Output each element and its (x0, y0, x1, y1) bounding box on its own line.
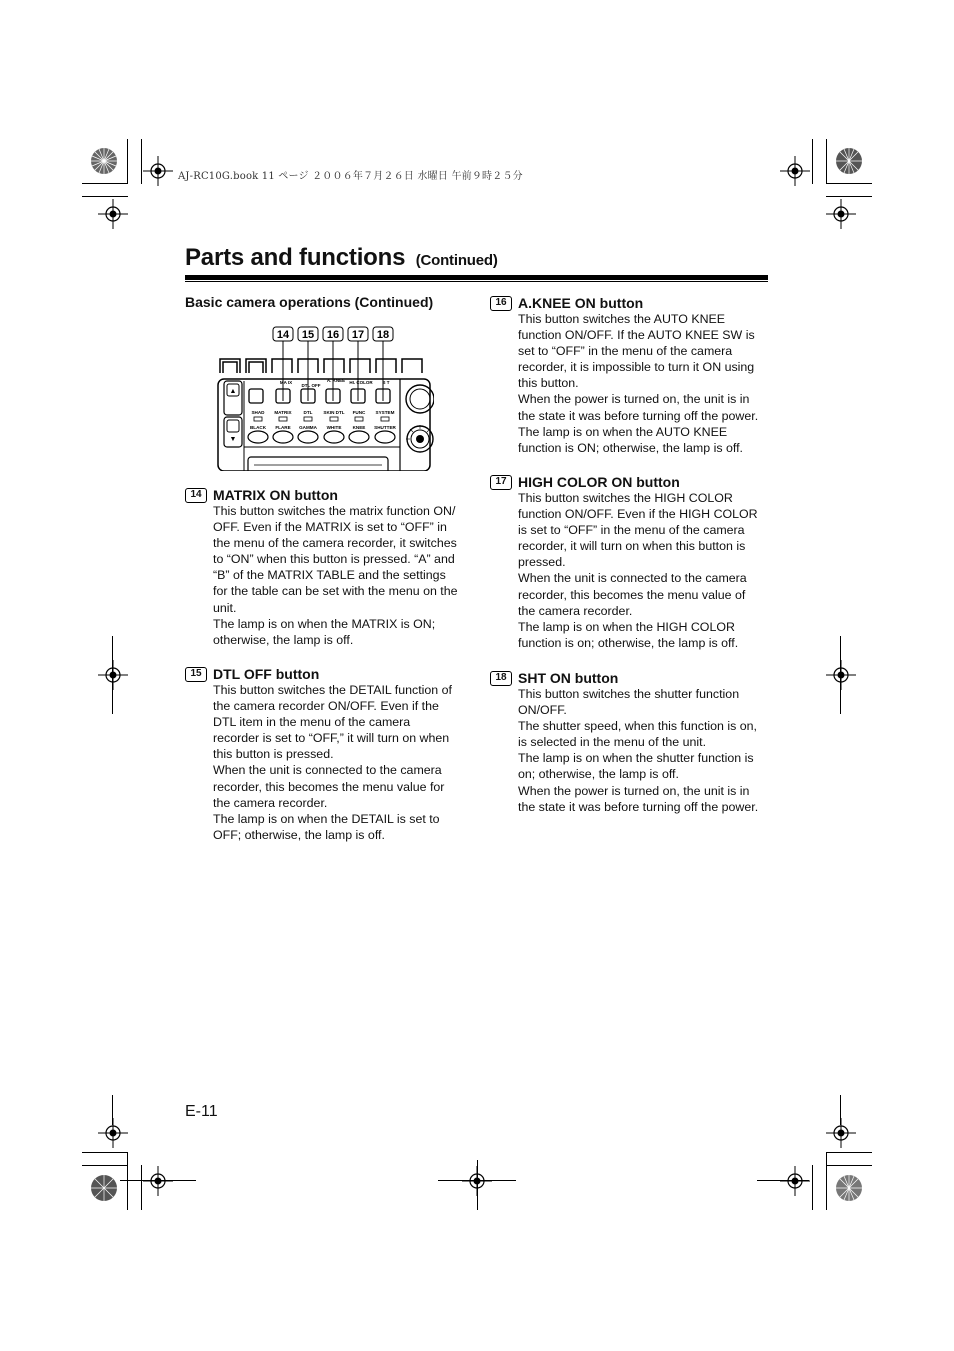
label-matrix: MATRIX (274, 410, 292, 415)
item-body (213, 503, 468, 648)
body-line: this button is pressed. (213, 747, 334, 762)
callout-15: 15 (301, 329, 315, 341)
body-line: is selected in the menu of the unit. (518, 735, 707, 750)
item-title: MATRIX ON button (213, 487, 338, 503)
body-line: This button switches the AUTO KNEE (518, 312, 726, 326)
item-a-knee-on (495, 294, 773, 456)
label-white: WHITE (326, 425, 342, 430)
registration-mark-icon (143, 156, 173, 186)
color-target-icon (834, 146, 864, 176)
label-dtl: DTL (303, 410, 313, 415)
body-line: recorder, this becomes the menu value of (518, 587, 746, 602)
item-body (518, 311, 773, 456)
control-panel-diagram (214, 323, 434, 471)
up-arrow-icon: ▲ (229, 388, 237, 395)
label-flare: FLARE (275, 425, 291, 430)
top-label-sht: S T (382, 380, 390, 385)
body-line: The lamp is on when the HIGH COLOR (518, 619, 735, 634)
body-line: for the table can be set with the menu on the (213, 584, 458, 599)
body-line: The shutter speed, when this function is on, (518, 719, 758, 734)
body-line: unit. (213, 600, 237, 615)
item-matrix-on (190, 486, 468, 648)
body-line: When the unit is connected to the camera (518, 571, 747, 586)
body-line: the menu of the camera recorder, it switches (213, 536, 457, 551)
body-line: The lamp is on when the shutter function is (518, 751, 754, 766)
registration-mark-icon (98, 199, 128, 229)
print-header: AJ-RC10G.book 11 ページ ２００６年７月２６日 水曜日 午前９時２５分 (178, 171, 523, 182)
title-rule-thin (185, 281, 768, 282)
item-dtl-off (190, 665, 468, 843)
top-label-matrix: MA IX (279, 380, 293, 385)
item-title: HIGH COLOR ON button (518, 474, 680, 490)
item-heading (185, 665, 468, 683)
title-rule (185, 275, 768, 280)
registration-mark-icon (826, 1118, 856, 1148)
body-line: the camera recorder ON/OFF. Even if the (213, 699, 439, 714)
body-line: The lamp is on when the AUTO KNEE (518, 424, 728, 439)
body-line: When the power is turned on, the unit is in (518, 392, 750, 407)
section-heading: Basic camera operations (Continued) (185, 294, 434, 310)
body-line: is set to “OFF” in the menu of the camera (518, 523, 745, 538)
label-knee: KNEE (352, 425, 366, 430)
label-func: FUNC (352, 410, 366, 415)
body-line: on; otherwise, the lamp is off. (518, 767, 679, 782)
page-title-sub: (Continued) (415, 252, 498, 269)
registration-mark-icon (98, 660, 128, 690)
body-line: function ON/OFF. If the AUTO KNEE SW is (518, 328, 755, 343)
label-system: SYSTEM (375, 410, 395, 415)
item-body (518, 490, 773, 651)
page-title (185, 244, 498, 272)
body-line: When the power is turned on, the unit is in (518, 783, 750, 798)
body-line: When the unit is connected to the camera (213, 763, 442, 778)
item-number: 14 (185, 488, 207, 503)
body-line: This button switches the matrix function ON/ (213, 504, 456, 518)
top-label-a-knee: A. KNEE (326, 378, 346, 383)
item-number: 16 (490, 296, 512, 311)
body-line: The lamp is on when the DETAIL is set to (213, 811, 440, 826)
body-line: function is ON; otherwise, the lamp is off. (518, 440, 743, 455)
down-arrow-icon: ▼ (229, 436, 237, 443)
callout-18: 18 (376, 329, 390, 341)
body-line: ON/OFF. (518, 703, 567, 718)
body-line: the camera recorder. (213, 795, 328, 810)
page-title-main: Parts and functions (185, 244, 406, 271)
body-line: function ON/OFF. Even if the HIGH COLOR (518, 507, 758, 522)
registration-mark-icon (780, 156, 810, 186)
body-line: DTL item in the menu of the camera (213, 715, 411, 730)
callout-14: 14 (276, 329, 290, 341)
body-line: This button switches the HIGH COLOR (518, 491, 733, 505)
top-label-hi-color: HI. COLOR (349, 380, 373, 385)
registration-mark-icon (826, 199, 856, 229)
body-line: “B” of the MATRIX TABLE and the settings (213, 568, 446, 583)
body-line: OFF. Even if the MATRIX is set to “OFF” in (213, 520, 447, 535)
body-line: recorder, this becomes the menu value for (213, 779, 445, 794)
body-line: the state it was before turning off the power. (518, 408, 759, 423)
registration-mark-icon (143, 1166, 173, 1196)
item-number: 18 (490, 671, 512, 686)
body-line: This button switches the DETAIL function of (213, 683, 452, 697)
item-heading (490, 473, 773, 491)
body-line: set to “OFF” in the menu of the camera (518, 344, 733, 359)
body-line: pressed. (518, 555, 566, 570)
color-target-icon (89, 1173, 119, 1203)
label-shutter: SHUTTER (374, 425, 396, 430)
body-line: this button. (518, 376, 579, 391)
label-shad: SHAD (251, 410, 265, 415)
color-target-icon (89, 146, 119, 176)
item-title: A.KNEE ON button (518, 295, 644, 311)
body-line: function is on; otherwise, the lamp is off. (518, 635, 739, 650)
page-number: E-11 (185, 1103, 218, 1120)
body-line: the camera recorder. (518, 603, 633, 618)
label-black: BLACK (249, 425, 267, 430)
body-line: OFF; otherwise, the lamp is off. (213, 827, 385, 842)
item-heading (490, 669, 773, 687)
top-label-dtl-off: DTL OFF (301, 383, 321, 388)
item-number: 17 (490, 475, 512, 490)
callout-16: 16 (326, 329, 340, 341)
registration-mark-icon (98, 1118, 128, 1148)
item-title: SHT ON button (518, 670, 619, 686)
item-title: DTL OFF button (213, 666, 320, 682)
body-line: The lamp is on when the MATRIX is ON; (213, 616, 436, 631)
item-number: 15 (185, 667, 207, 682)
item-body (518, 686, 773, 815)
color-target-icon (834, 1173, 864, 1203)
callout-labels (273, 327, 393, 401)
body-line: recorder is set to “OFF,” it will turn on when (213, 731, 450, 746)
control-panel-illustration (214, 323, 434, 471)
body-line: to “ON” when this button is pressed. “A” and (213, 552, 455, 567)
item-heading (185, 486, 468, 504)
item-body (213, 682, 468, 843)
body-line: the state it was before turning off the power. (518, 799, 759, 814)
registration-mark-icon (826, 660, 856, 690)
label-gamma: GAMMA (299, 425, 317, 430)
body-line: recorder, it is impossible to turn it ON using (518, 360, 755, 375)
item-high-color-on (495, 473, 773, 651)
body-line: This button switches the shutter function (518, 687, 740, 701)
item-sht-on (495, 669, 773, 815)
callout-17: 17 (351, 329, 365, 341)
label-skin-dtl: SKIN DTL (323, 410, 345, 415)
body-line: otherwise, the lamp is off. (213, 632, 354, 647)
body-line: recorder, it will turn on when this button is (518, 539, 746, 554)
registration-mark-icon (780, 1166, 810, 1196)
item-heading (490, 294, 773, 312)
